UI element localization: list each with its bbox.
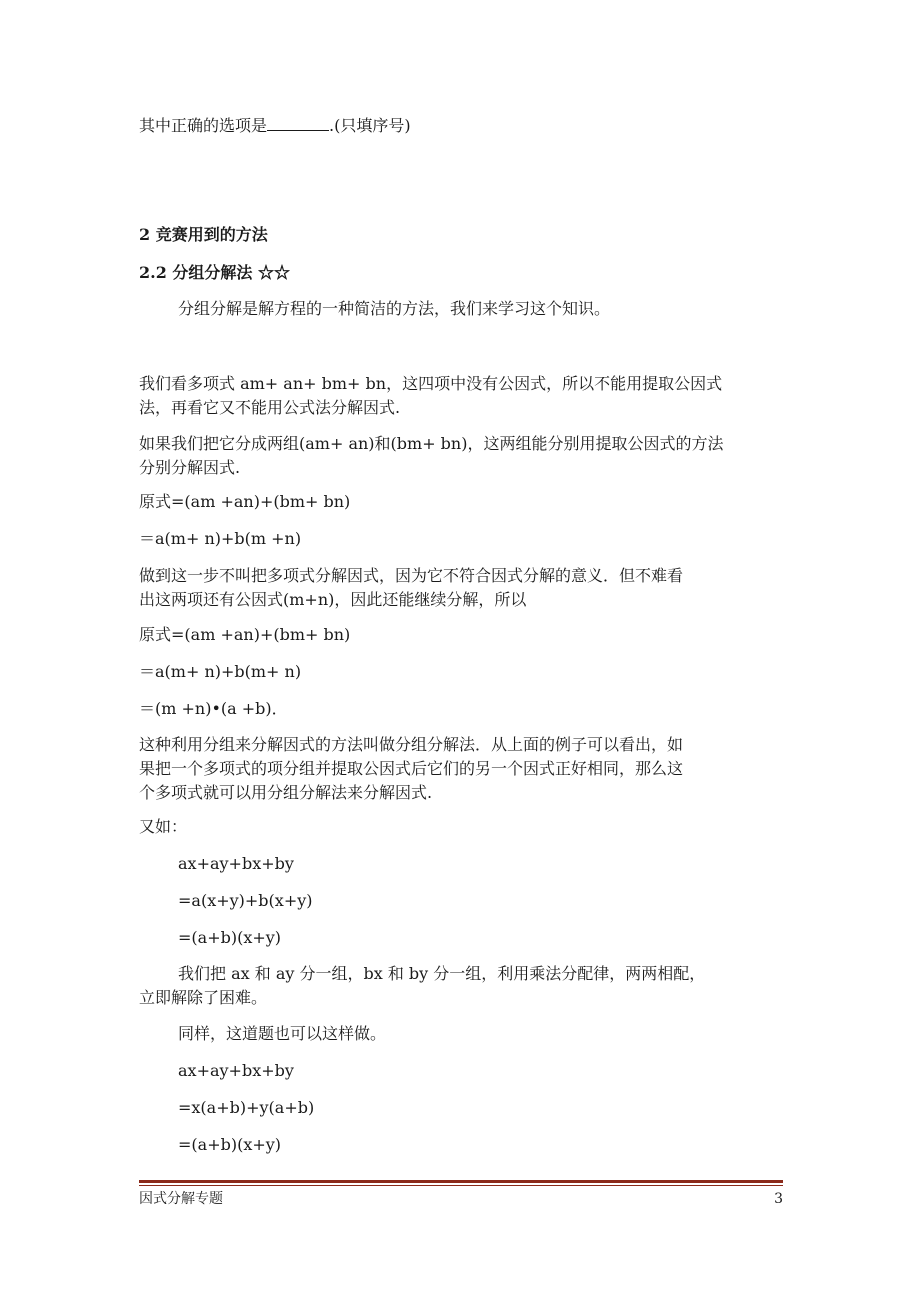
subsection-title: 2.2 分组分解法 ☆☆ [139,263,290,282]
para3-line1: 做到这一步不叫把多项式分解因式，因为它不符合因式分解的意义．但不难看 [139,566,684,585]
equation-line: ＝a(m+ n)+b(m +n) [139,529,302,548]
para6: 同样，这道题也可以这样做。 [178,1024,387,1043]
para4-line2: 果把一个多项式的项分组并提取公因式后它们的另一个因式正好相同，那么这 [139,759,684,778]
fill-in-question: 其中正确的选项是 .(只填序号) [139,113,411,138]
equation-line: ＝(m +n)•(a +b)． [139,699,288,718]
example1-line: =a(x+y)+b(x+y) [178,891,313,910]
section-title: 2 竞赛用到的方法 [139,225,268,244]
example1-line: ax+ay+bx+by [178,854,294,873]
footer-title: 因式分解专题 [139,1191,223,1207]
para5-line2: 立即解除了困难。 [139,988,268,1007]
equation-line: ＝a(m+ n)+b(m+ n) [139,662,302,681]
para2-line1: 如果我们把它分成两组(am+ an)和(bm+ bn)，这两组能分别用提取公因式的方法 [139,434,724,453]
example2-line: =x(a+b)+y(a+b) [178,1098,315,1117]
footer-rule-thin [139,1185,783,1186]
example1-line: =(a+b)(x+y) [178,928,282,947]
equation-line: 原式=(am +an)+(bm+ bn) [139,625,351,644]
para4-line1: 这种利用分组来分解因式的方法叫做分组分解法．从上面的例子可以看出，如 [139,735,684,754]
para1-line1: 我们看多项式 am+ an+ bm+ bn，这四项中没有公因式，所以不能用提取公因式 [139,374,723,393]
example2-line: ax+ay+bx+by [178,1061,294,1080]
answer-blank [267,113,329,131]
footer-rule-thick [139,1180,783,1183]
page-number: 3 [774,1191,783,1207]
again-label: 又如： [139,817,188,836]
intro-paragraph: 分组分解是解方程的一种简洁的方法，我们来学习这个知识。 [178,299,611,318]
para3-line2: 出这两项还有公因式(m+n)，因此还能继续分解，所以 [139,590,527,609]
example2-line: =(a+b)(x+y) [178,1135,282,1154]
equation-line: 原式=(am +an)+(bm+ bn) [139,492,351,511]
para2-line2: 分别分解因式. [139,458,241,477]
para4-line3: 个多项式就可以用分组分解法来分解因式. [139,783,433,802]
para5-line1: 我们把 ax 和 ay 分一组，bx 和 by 分一组，利用乘法分配律，两两相配， [178,964,706,983]
para1-line2: 法，再看它又不能用公式法分解因式. [139,398,401,417]
